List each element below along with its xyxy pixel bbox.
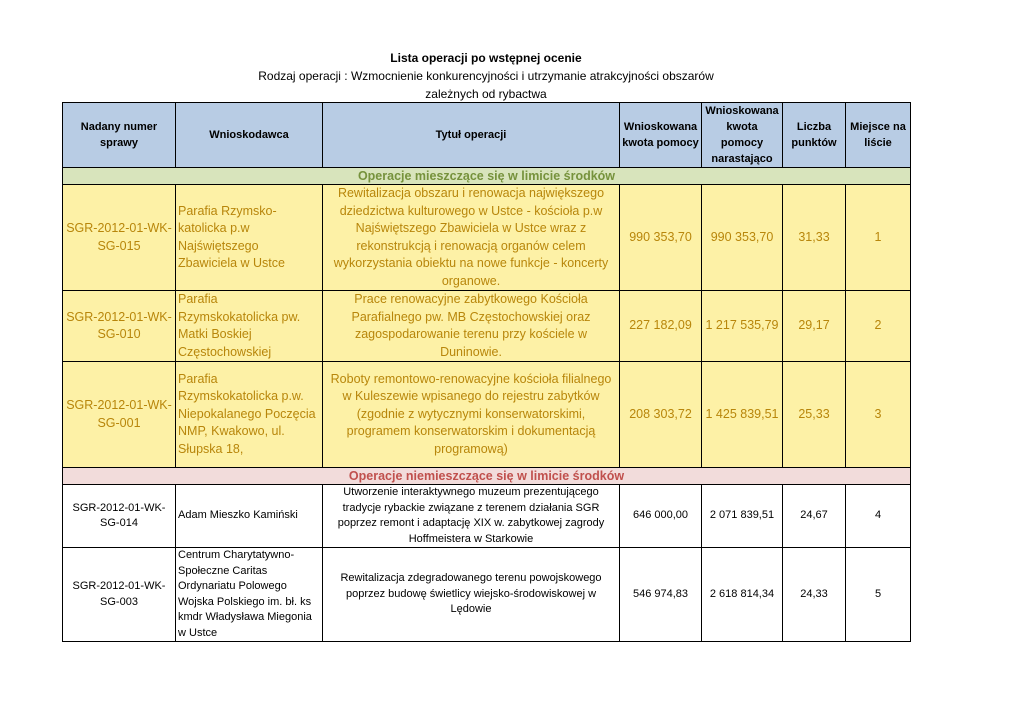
cell-points: 24,33 xyxy=(783,548,846,642)
document-header xyxy=(0,50,972,103)
cell-amount: 990 353,70 xyxy=(620,185,702,291)
cell-applicant: Parafia Rzymsko-katolicka p.w Najświętszego Zbawiciela w Ustce xyxy=(176,185,323,291)
column-header-place: Miejsce na liście xyxy=(846,103,911,168)
section-row-within-limit xyxy=(63,168,911,185)
cell-place: 5 xyxy=(846,548,911,642)
cell-cumulative-amount: 1 217 535,79 xyxy=(702,291,783,362)
cell-place: 2 xyxy=(846,291,911,362)
table-row xyxy=(63,485,911,548)
operations-table xyxy=(62,102,911,642)
table-header-row xyxy=(63,103,911,168)
cell-points: 25,33 xyxy=(783,362,846,468)
cell-cumulative-amount: 2 618 814,34 xyxy=(702,548,783,642)
cell-case-number: SGR-2012-01-WK-SG-015 xyxy=(63,185,176,291)
cell-operation-title: Prace renowacyjne zabytkowego Kościoła Parafialnego pw. MB Częstochowskiej oraz zagospodarowanie terenu przy kościele w Duninowie. xyxy=(323,291,620,362)
cell-amount: 646 000,00 xyxy=(620,485,702,548)
cell-amount: 227 182,09 xyxy=(620,291,702,362)
cell-case-number: SGR-2012-01-WK-SG-010 xyxy=(63,291,176,362)
column-header-points: Liczba punktów xyxy=(783,103,846,168)
column-header-applicant: Wnioskodawca xyxy=(176,103,323,168)
document-title: Lista operacji po wstępnej ocenie xyxy=(390,51,582,65)
document-subtitle-line-2: zależnych od rybactwa xyxy=(425,87,547,101)
column-header-operation-title: Tytuł operacji xyxy=(323,103,620,168)
cell-points: 24,67 xyxy=(783,485,846,548)
cell-applicant: Parafia Rzymskokatolicka pw. Matki Boskiej Częstochowskiej xyxy=(176,291,323,362)
cell-applicant: Parafia Rzymskokatolicka p.w. Niepokalanego Poczęcia NMP, Kwakowo, ul. Słupska 18, xyxy=(176,362,323,468)
document-subtitle-line-1: Rodzaj operacji : Wzmocnienie konkurencyjności i utrzymanie atrakcyjności obszarów xyxy=(258,69,714,83)
cell-place: 3 xyxy=(846,362,911,468)
cell-place: 1 xyxy=(846,185,911,291)
column-header-cumulative-amount: Wnioskowana kwota pomocy narastająco xyxy=(702,103,783,168)
section-title-within-limit: Operacje mieszczące się w limicie środków xyxy=(63,168,911,185)
column-header-case-number: Nadany numer sprawy xyxy=(63,103,176,168)
section-title-outside-limit: Operacje niemieszczące się w limicie środków xyxy=(63,468,911,485)
cell-cumulative-amount: 1 425 839,51 xyxy=(702,362,783,468)
cell-points: 31,33 xyxy=(783,185,846,291)
cell-cumulative-amount: 990 353,70 xyxy=(702,185,783,291)
table-row xyxy=(63,548,911,642)
cell-case-number: SGR-2012-01-WK-SG-001 xyxy=(63,362,176,468)
cell-operation-title: Roboty remontowo-renowacyjne kościoła filialnego w Kuleszewie wpisanego do rejestru zabytków (zgodnie z wytycznymi konserwatorskimi, programem konserwatorskim i dokumentacją programową) xyxy=(323,362,620,468)
cell-amount: 208 303,72 xyxy=(620,362,702,468)
cell-applicant: Adam Mieszko Kamiński xyxy=(176,485,323,548)
table-row xyxy=(63,291,911,362)
cell-operation-title: Utworzenie interaktywnego muzeum prezentującego tradycje rybackie związane z terenem działania SGR poprzez remont i adaptację XIX w. zabytkowej zagrody Hoffmeistera w Starkowie xyxy=(323,485,620,548)
cell-points: 29,17 xyxy=(783,291,846,362)
table-row xyxy=(63,362,911,468)
cell-case-number: SGR-2012-01-WK-SG-003 xyxy=(63,548,176,642)
cell-amount: 546 974,83 xyxy=(620,548,702,642)
cell-cumulative-amount: 2 071 839,51 xyxy=(702,485,783,548)
cell-case-number: SGR-2012-01-WK-SG-014 xyxy=(63,485,176,548)
column-header-amount: Wnioskowana kwota pomocy xyxy=(620,103,702,168)
cell-operation-title: Rewitalizacja zdegradowanego terenu powojskowego poprzez budowę świetlicy wiejsko-środowiskowej w Lędowie xyxy=(323,548,620,642)
cell-place: 4 xyxy=(846,485,911,548)
section-row-outside-limit xyxy=(63,468,911,485)
cell-operation-title: Rewitalizacja obszaru i renowacja największego dziedzictwa kulturowego w Ustce - kościoła p.w Najświętszego Zbawiciela w Ustce wraz z rekonstrukcją i renowacją organów celem wykorzystania obiektu na nowe funkcje - koncerty organowe. xyxy=(323,185,620,291)
cell-applicant: Centrum Charytatywno-Społeczne Caritas Ordynariatu Polowego Wojska Polskiego im. bł. ks kmdr Władysława Miegonia w Ustce xyxy=(176,548,323,642)
table-row xyxy=(63,185,911,291)
